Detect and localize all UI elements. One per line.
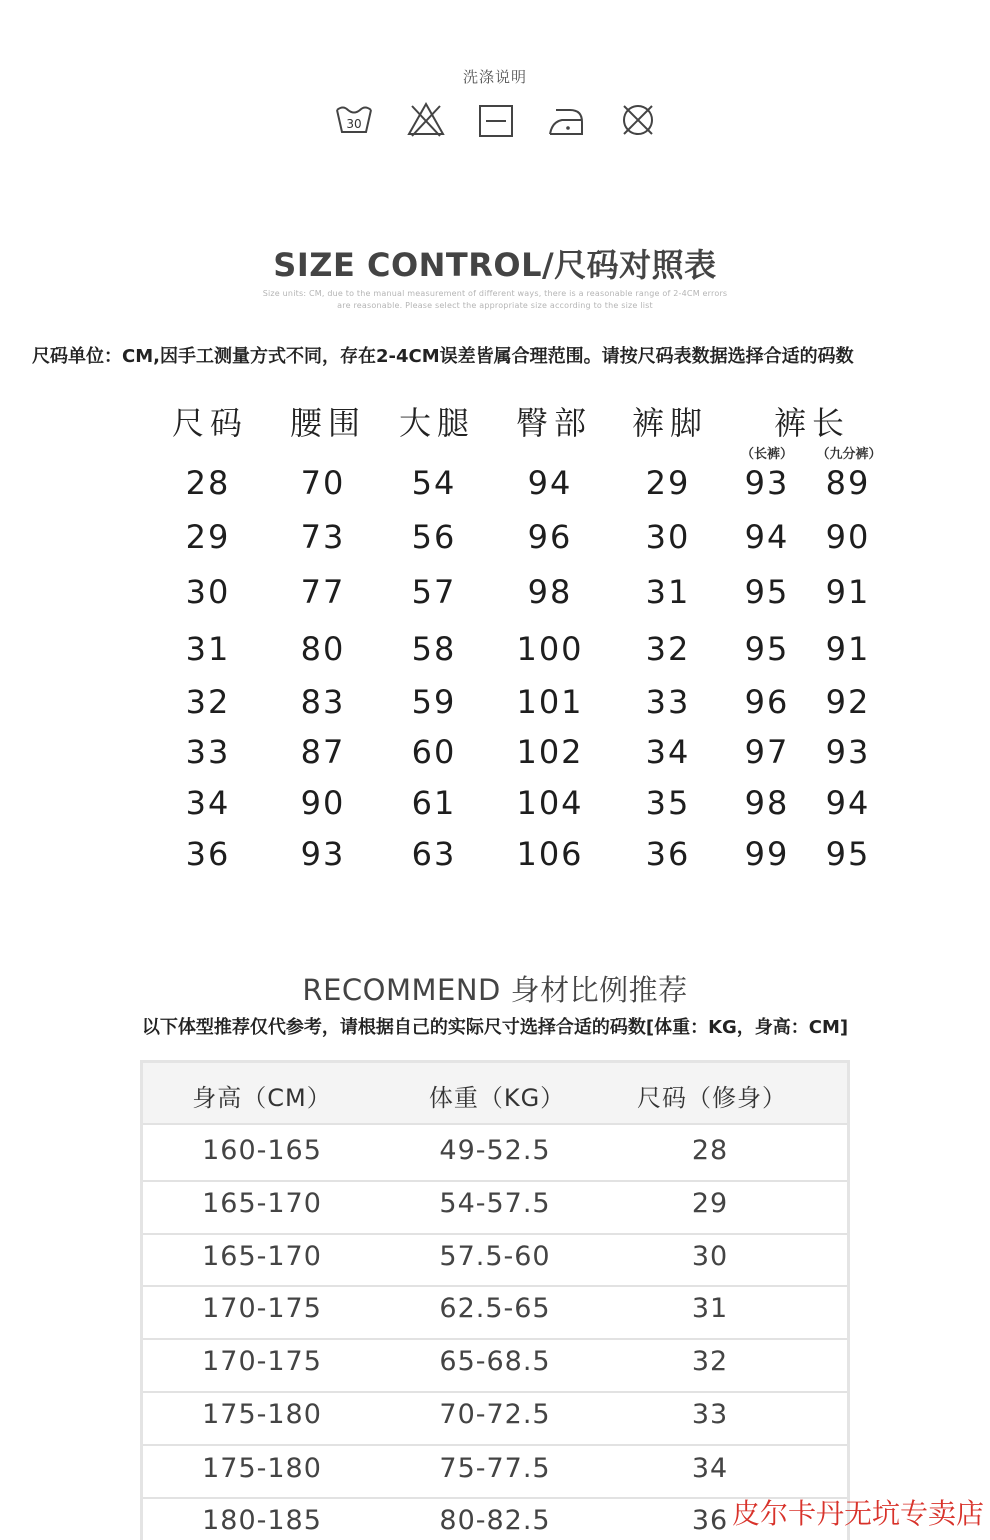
size-unit-note: 尺码单位：CM,因手工测量方式不同，存在2-4CM误差皆属合理范围。请按尺码表数据选择合适的码数: [32, 346, 854, 367]
cell-size: 30: [185, 573, 231, 611]
no-bleach-icon: [406, 100, 446, 140]
header-thigh: 大腿: [398, 404, 476, 442]
cell-hip: 98: [527, 573, 573, 611]
cell-size: 29: [185, 518, 231, 556]
row-divider: [143, 1233, 847, 1235]
wash-30-icon: [334, 100, 374, 140]
cell-thigh: 54: [411, 464, 457, 502]
cell-hem: 33: [645, 683, 691, 721]
cell-length-cropped: 95: [825, 835, 871, 873]
cell-thigh: 61: [411, 784, 457, 822]
row-divider: [143, 1391, 847, 1393]
cell-length-full: 96: [744, 683, 790, 721]
cell-height: 170-175: [202, 1293, 322, 1324]
cell-hem: 30: [645, 518, 691, 556]
cell-waist: 87: [300, 733, 346, 771]
cell-fit-size: 31: [691, 1293, 729, 1324]
cell-weight: 75-77.5: [439, 1453, 551, 1484]
header-weight: 体重（KG）: [428, 1084, 566, 1112]
cell-thigh: 57: [411, 573, 457, 611]
cell-waist: 83: [300, 683, 346, 721]
cell-length-full: 94: [744, 518, 790, 556]
cell-hip: 106: [516, 835, 584, 873]
cell-length-cropped: 89: [825, 464, 871, 502]
header-height: 身高（CM）: [192, 1084, 332, 1112]
cell-height: 170-175: [202, 1346, 322, 1377]
cell-height: 175-180: [202, 1453, 322, 1484]
cell-length-cropped: 91: [825, 630, 871, 668]
cell-hip: 102: [516, 733, 584, 771]
cell-weight: 70-72.5: [439, 1399, 551, 1430]
cell-hem: 31: [645, 573, 691, 611]
cell-hip: 100: [516, 630, 584, 668]
cell-fit-size: 32: [691, 1346, 729, 1377]
cell-hem: 29: [645, 464, 691, 502]
cell-height: 165-170: [202, 1188, 322, 1219]
cell-weight: 80-82.5: [439, 1505, 551, 1536]
row-divider: [143, 1444, 847, 1446]
cell-weight: 65-68.5: [439, 1346, 551, 1377]
no-dry-clean-icon: [618, 100, 658, 140]
cell-length-full: 99: [744, 835, 790, 873]
row-divider: [143, 1338, 847, 1340]
care-title: 洗涤说明: [462, 68, 527, 86]
recommend-title: RECOMMEND 身材比例推荐: [302, 973, 688, 1007]
cell-length-full: 95: [744, 573, 790, 611]
cell-fit-size: 28: [691, 1135, 729, 1166]
cell-thigh: 56: [411, 518, 457, 556]
cell-hem: 34: [645, 733, 691, 771]
wash-temp-label: 30: [346, 117, 362, 131]
size-chart-title: SIZE CONTROL/尺码对照表: [273, 246, 717, 284]
cell-length-full: 93: [744, 464, 790, 502]
header-length: 裤长: [773, 404, 851, 442]
cell-length-cropped: 93: [825, 733, 871, 771]
care-icons: [330, 100, 660, 142]
cell-length-cropped: 90: [825, 518, 871, 556]
cell-length-cropped: 94: [825, 784, 871, 822]
cell-size: 31: [185, 630, 231, 668]
cell-thigh: 59: [411, 683, 457, 721]
cell-size: 34: [185, 784, 231, 822]
store-watermark: 皮尔卡丹无坑专卖店: [731, 1497, 984, 1530]
cell-height: 175-180: [202, 1399, 322, 1430]
cell-length-full: 97: [744, 733, 790, 771]
cell-height: 180-185: [202, 1505, 322, 1536]
cell-fit-size: 33: [691, 1399, 729, 1430]
cell-weight: 62.5-65: [439, 1293, 551, 1324]
recommend-note: 以下体型推荐仅代参考，请根据自己的实际尺寸选择合适的码数[体重：KG，身高：CM]: [141, 1017, 849, 1038]
cell-thigh: 60: [411, 733, 457, 771]
cell-waist: 93: [300, 835, 346, 873]
size-fine-print-line-1: Size units: CM, due to the manual measurement of different ways, there is a reasonable range of 2-4CM errors: [262, 289, 728, 298]
cell-fit-size: 34: [691, 1453, 729, 1484]
row-divider: [143, 1285, 847, 1287]
header-size: 尺码: [171, 404, 249, 442]
cell-hip: 101: [516, 683, 584, 721]
cell-weight: 54-57.5: [439, 1188, 551, 1219]
dry-flat-icon: [476, 100, 516, 140]
cell-hip: 104: [516, 784, 584, 822]
cell-waist: 73: [300, 518, 346, 556]
cell-weight: 49-52.5: [439, 1135, 551, 1166]
cell-hip: 94: [527, 464, 573, 502]
cell-hip: 96: [527, 518, 573, 556]
iron-low-icon: [546, 100, 586, 140]
cell-hem: 32: [645, 630, 691, 668]
size-fine-print-line-2: are reasonable. Please select the appropriate size according to the size list: [337, 301, 653, 310]
cell-waist: 80: [300, 630, 346, 668]
header-hem: 裤脚: [631, 404, 709, 442]
cell-fit-size: 29: [691, 1188, 729, 1219]
cell-hem: 36: [645, 835, 691, 873]
row-divider: [143, 1123, 847, 1125]
header-length-cropped: （九分裤）: [816, 447, 882, 462]
cell-waist: 77: [300, 573, 346, 611]
cell-size: 33: [185, 733, 231, 771]
cell-weight: 57.5-60: [439, 1241, 551, 1272]
cell-thigh: 58: [411, 630, 457, 668]
cell-size: 28: [185, 464, 231, 502]
cell-waist: 90: [300, 784, 346, 822]
cell-length-cropped: 91: [825, 573, 871, 611]
cell-length-full: 98: [744, 784, 790, 822]
header-hip: 臀部: [515, 404, 593, 442]
cell-length-cropped: 92: [825, 683, 871, 721]
cell-size: 32: [185, 683, 231, 721]
cell-height: 160-165: [202, 1135, 322, 1166]
header-waist: 腰围: [289, 404, 367, 442]
header-fit-size: 尺码（修身）: [637, 1084, 787, 1112]
cell-length-full: 95: [744, 630, 790, 668]
cell-size: 36: [185, 835, 231, 873]
row-divider: [143, 1180, 847, 1182]
cell-waist: 70: [300, 464, 346, 502]
header-length-full: （长裤）: [740, 447, 794, 462]
cell-fit-size: 30: [691, 1241, 729, 1272]
cell-fit-size: 36: [691, 1505, 729, 1536]
cell-height: 165-170: [202, 1241, 322, 1272]
cell-hem: 35: [645, 784, 691, 822]
cell-thigh: 63: [411, 835, 457, 873]
